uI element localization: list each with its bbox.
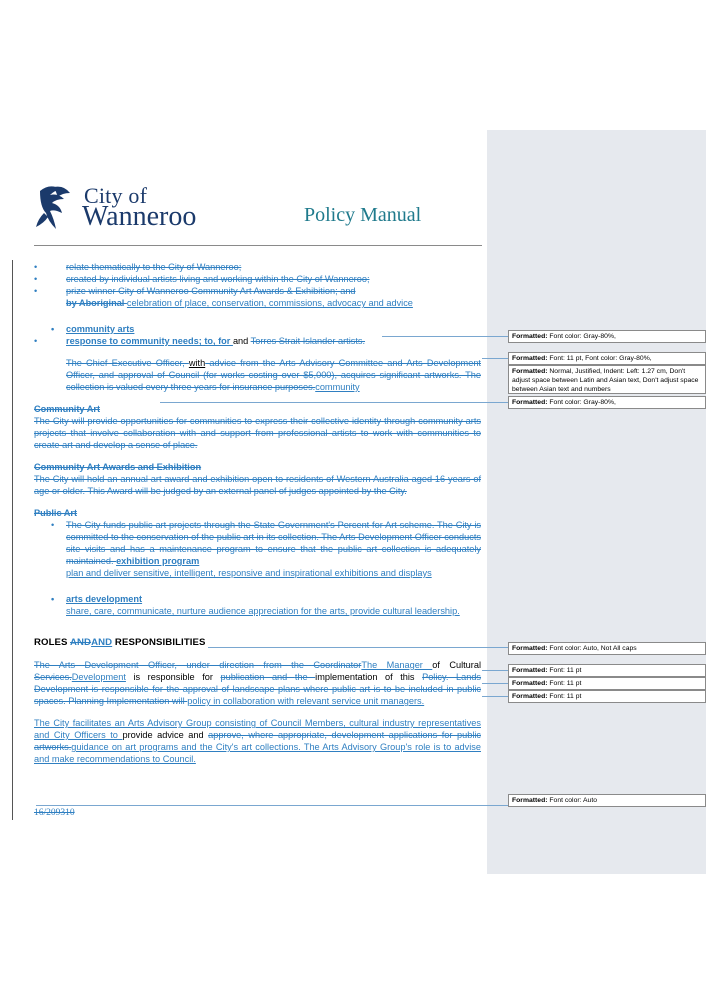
comment-leader: [482, 358, 508, 359]
comment-balloon[interactable]: [508, 690, 706, 703]
plain-text: implementation of this: [315, 672, 423, 682]
header-divider: [34, 245, 482, 246]
arts-dev-text: share, care, communicate, nurture audience appreciation for the arts, provide cultural leadership.: [66, 606, 460, 616]
list-item-community-arts: • community arts: [34, 323, 481, 335]
heading-text: RESPONSIBILITIES: [112, 637, 206, 648]
inserted-text: The Manager: [361, 660, 433, 670]
plain-text: and: [232, 336, 251, 346]
comment-balloon[interactable]: [508, 396, 706, 409]
deleted-text: The City funds public art projects through the State Government's Percent for Art scheme. The City is committed to the conservation of the public art in its collection. The Arts Development Officer conducts site visits and has a maintenance program to ensure that the public art collection is adequately maintained.: [66, 520, 481, 566]
list-item: • prize winner City of Wanneroo Community Art Awards & Exhibition; and: [34, 285, 481, 297]
comment-leader: [482, 670, 508, 671]
comment-label: Formatted:: [512, 797, 548, 804]
inserted-text: guidance on art programs and the City's art collections. The Arts Advisory Group's role is to advise and make recommendations to Council.: [34, 742, 481, 764]
deleted-text: the: [294, 672, 316, 682]
community-art-paragraph: The City will provide opportunities for communities to express their collective identity through community arts projects that involve collaboration with and support from professional artists to work with communities to create art and develop a sense of place.: [34, 416, 481, 450]
inserted-text: exhibition program: [116, 556, 200, 566]
inserted-text: with: [188, 358, 206, 368]
city-logo: [34, 183, 214, 233]
inserted-text: Development: [71, 672, 126, 682]
deleted-text: approve, where appropriate, development applications for public artworks.: [34, 730, 481, 752]
list-item-continuation: [34, 297, 481, 309]
inserted-text: celebration of place, conservation, commissions, advocacy and advice: [126, 298, 413, 308]
document-reference: 16/209310: [34, 808, 75, 818]
comment-balloon[interactable]: [508, 664, 706, 677]
comment-label: Formatted:: [512, 667, 548, 674]
inserted-text: AND: [91, 637, 113, 648]
comment-margin-panel: [487, 130, 706, 874]
deleted-text: by Aboriginal: [66, 298, 127, 308]
comment-balloon[interactable]: [508, 677, 706, 690]
comment-label: Formatted:: [512, 399, 548, 406]
comment-text: Font color: Auto: [549, 797, 597, 804]
list-item: • created by individual artists living and working within the City of Wanneroo;: [34, 273, 481, 285]
deleted-text: Policy. Lands Development is responsible for the approval of landscape plans where public art is to be included in public spaces. Planning Implementation will: [34, 672, 482, 706]
comment-label: Formatted:: [512, 693, 548, 700]
comment-label: Formatted:: [512, 355, 548, 362]
comment-text: Font color: Gray-80%,: [549, 333, 616, 340]
comment-balloon[interactable]: [508, 642, 706, 655]
comment-text: Font: 11 pt: [549, 680, 582, 687]
comment-balloon[interactable]: [508, 330, 706, 343]
banksia-logo-icon: [34, 183, 78, 233]
comment-leader: [160, 402, 508, 403]
comment-leader: [382, 336, 508, 337]
inserted-text: policy in collaboration with relevant service unit managers.: [187, 696, 425, 706]
paragraph-ceo: [34, 357, 481, 393]
logo-city-of: City of: [84, 183, 148, 208]
deleted-text: Torres Strait Islander artists.: [250, 336, 366, 346]
comment-label: Formatted:: [512, 333, 548, 340]
change-bar: [12, 260, 13, 820]
inserted-text: response to community needs; to, for: [66, 336, 233, 346]
logo-wanneroo: Wanneroo: [82, 201, 197, 232]
paragraph-roles-1: [34, 659, 481, 707]
deleted-text: AND: [69, 637, 92, 648]
public-art-heading: Public Art: [34, 508, 78, 518]
comment-leader: [482, 683, 508, 684]
comment-text: Font: 11 pt: [549, 693, 582, 700]
exhibition-text: plan and deliver sensitive, intelligent, responsive and inspirational exhibitions and displays: [66, 568, 432, 578]
comment-leader: [208, 647, 508, 648]
comment-label: Formatted:: [512, 368, 548, 375]
comment-balloon[interactable]: [508, 794, 706, 807]
deleted-text: publication and: [220, 672, 295, 682]
paragraph-roles-2: [34, 717, 481, 765]
comment-balloon[interactable]: [508, 352, 706, 365]
inserted-text: The City facilitates an Arts Advisory Group consisting of Council Members, cultural industry representatives and City Officers to: [34, 718, 481, 740]
deleted-text: The Chief Executive Officer,: [66, 358, 189, 368]
deleted-text: The Arts Development Officer, under direction from the Coordinator: [34, 660, 362, 670]
comment-label: Formatted:: [512, 680, 548, 687]
deleted-text: advice from the Arts Advisory Committee and Arts Development Officer, and approval of Council (for works costing over $5,000), acquires significant artworks. The collection is valued every three years for insurance purposes.: [66, 358, 481, 392]
community-art-heading: Community Art: [34, 404, 101, 414]
comment-label: Formatted:: [512, 645, 548, 652]
plain-text: provide advice and: [122, 730, 209, 740]
comment-text: Normal, Justified, Indent: Left: 1.27 cm, Don't adjust space between Latin and Asian text, Don't adjust space between Asian text and numbers: [512, 368, 699, 393]
awards-heading: Community Art Awards and Exhibition: [34, 462, 202, 472]
list-item-arts-development: • arts development: [34, 593, 481, 605]
public-art-item: [34, 519, 481, 567]
inserted-text: community: [315, 382, 360, 392]
deleted-text: Services.: [34, 672, 72, 682]
comment-text: Font color: Auto, Not All caps: [549, 645, 637, 652]
plain-text: is responsible for: [125, 672, 221, 682]
comment-text: Font: 11 pt, Font color: Gray-80%,: [549, 355, 652, 362]
comment-leader: [482, 696, 508, 697]
awards-paragraph: The City will hold an annual art award and exhibition open to residents of Western Australia aged 16 years of age or older. This Award will be judged by an external panel of judges appointed by the City.: [34, 474, 481, 496]
comment-balloon[interactable]: [508, 365, 706, 394]
comment-leader: [36, 805, 508, 806]
list-item: • relate thematically to the City of Wanneroo;: [34, 261, 481, 273]
comment-text: Font color: Gray-80%,: [549, 399, 616, 406]
heading-text: ROLES: [34, 637, 70, 648]
plain-text: of Cultural: [432, 660, 481, 670]
page-title: Policy Manual: [304, 204, 422, 226]
comment-text: Font: 11 pt: [549, 667, 582, 674]
